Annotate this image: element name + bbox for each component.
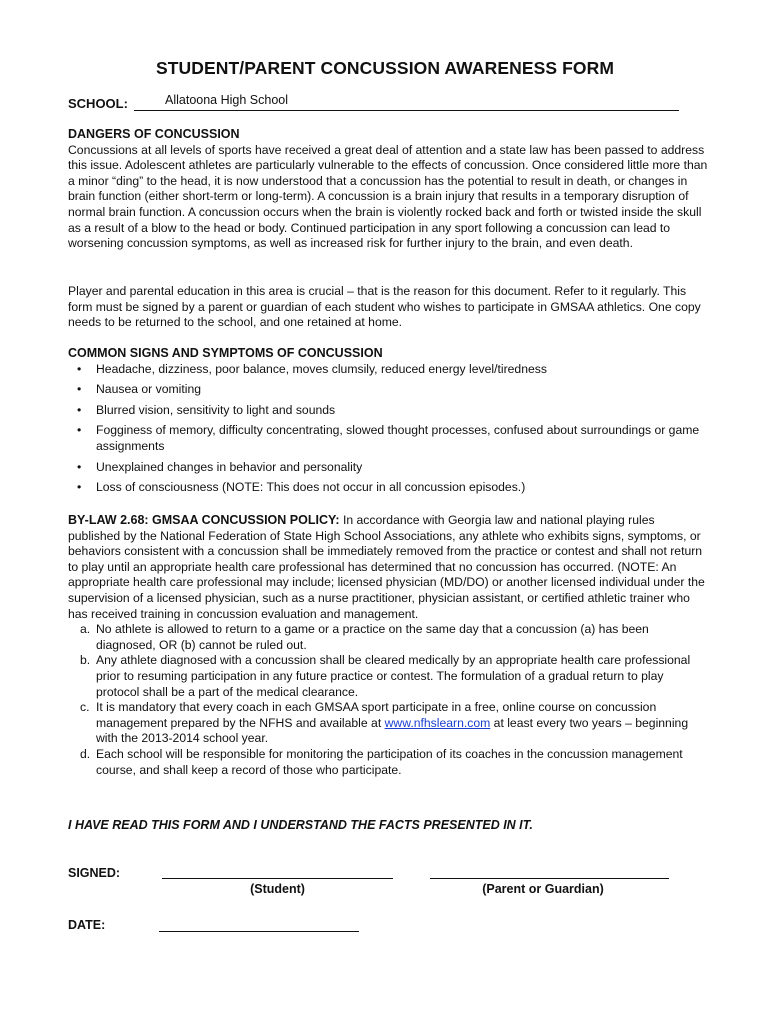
policy-item-letter: a.	[80, 622, 91, 637]
symptom-item: • Nausea or vomiting	[68, 382, 708, 398]
student-caption: (Student)	[250, 882, 305, 896]
policy-heading: BY-LAW 2.68: GMSAA CONCUSSION POLICY:	[68, 513, 340, 527]
date-label: DATE:	[68, 918, 106, 932]
dangers-paragraph-1: Concussions at all levels of sports have received a great deal of attention and a state law has been passed to address this issue. Adolescent athletes are particularly vulnerable to the effects of concussion. Once considered little more than a minor “ding” to the head, it is now understood that a concussion has the potential to result in death, or changes in brain function (either short-term or long-term). A concussion is a brain injury that results in a temporary disruption of normal brain function. A concussion occurs when the brain is violently rocked back and forth or twisted inside the skull as a result of a blow to the head or body. Continued participation in any sport following a concussion can lead to worsening concussion symptoms, as well as increased risk for further injury to the brain, and even death.	[68, 142, 708, 251]
symptom-item: • Loss of consciousness (NOTE: This does not occur in all concussion episodes.)	[68, 480, 708, 496]
symptoms-section	[68, 346, 708, 501]
signed-label: SIGNED:	[68, 866, 121, 880]
date-field-line[interactable]	[159, 931, 359, 932]
policy-item-text-before: It is mandatory that every coach in each GMSAA sport participate in a free, online course on concussion management prepared by the NFHS and available at	[96, 700, 657, 730]
policy-item-c	[68, 700, 708, 747]
policy-item-text: Any athlete diagnosed with a concussion shall be cleared medically by an appropriate health care professional prior to resuming participation in any future practice or contest. The formulation of a gradual return to play protocol shall be a part of the medical clearance.	[96, 653, 691, 699]
policy-item-letter: c.	[80, 700, 90, 715]
symptom-item: • Fogginess of memory, difficulty concentrating, slowed thought processes, confused about surroundings or game assignments	[68, 423, 708, 454]
policy-list	[68, 622, 708, 778]
policy-item-text-after: at least every two years – beginning with the 2013-2014 school year.	[96, 715, 689, 746]
dangers-paragraph-2: Player and parental education in this area is crucial – that is the reason for this document. Refer to it regularly. This form must be signed by a parent or guardian of each student who wishes to participate in GMSAA athletics. One copy needs to be returned to the school, and one retained at home.	[68, 284, 701, 330]
policy-item-d	[68, 747, 708, 778]
parent-caption: (Parent or Guardian)	[482, 882, 604, 896]
form-title: STUDENT/PARENT CONCUSSION AWARENESS FORM	[155, 58, 615, 78]
symptom-item: • Headache, dizziness, poor balance, moves clumsily, reduced energy level/tiredness	[68, 362, 708, 378]
policy-item-letter: b.	[80, 653, 91, 668]
student-signature-line[interactable]	[162, 878, 393, 879]
school-label: SCHOOL:	[68, 96, 128, 111]
policy-item-text: No athlete is allowed to return to a game or a practice on the same day that a concussion (a) has been diagnosed, OR (b) cannot be ruled out.	[96, 622, 649, 652]
symptom-item: • Unexplained changes in behavior and personality	[68, 460, 708, 476]
policy-section	[68, 513, 708, 778]
school-field-line[interactable]	[134, 110, 679, 111]
dangers-section	[68, 127, 708, 252]
policy-item-text: Each school will be responsible for monitoring the participation of its coaches in the concussion management course, and shall keep a record of those who participate.	[96, 746, 683, 777]
policy-intro-text: In accordance with Georgia law and national playing rules published by the National Federation of State High School Associations, any athlete who exhibits signs, symptoms, or behaviors consistent with a concussion shall be immediately removed from the practice or contest and shall not return to play until an appropriate health care professional has determined that no concussion has occurred. (NOTE: An appropriate health care professional may include; licensed physician (MD/DO) or another licensed individual under the supervision of a licensed physician, such as a nurse practitioner, physician assistant, or certified athletic trainer who has received training in concussion evaluation and management.	[68, 513, 705, 621]
policy-item-letter: d.	[80, 746, 91, 761]
policy-item-b	[68, 653, 708, 700]
dangers-heading: DANGERS OF CONCUSSION	[68, 127, 240, 141]
policy-intro-paragraph	[68, 513, 708, 622]
symptoms-list	[68, 362, 708, 496]
acknowledgement-statement: I HAVE READ THIS FORM AND I UNDERSTAND THE FACTS PRESENTED IN IT.	[68, 818, 533, 832]
policy-item-a	[68, 622, 708, 653]
nfhslearn-link[interactable]: www.nfhslearn.com	[384, 715, 491, 730]
school-field-value[interactable]: Allatoona High School	[165, 93, 288, 107]
parent-signature-line[interactable]	[430, 878, 669, 879]
dangers-paragraph-2-block	[68, 284, 708, 331]
symptoms-heading: COMMON SIGNS AND SYMPTOMS OF CONCUSSION	[68, 346, 383, 360]
symptom-item: • Blurred vision, sensitivity to light and sounds	[68, 403, 708, 419]
